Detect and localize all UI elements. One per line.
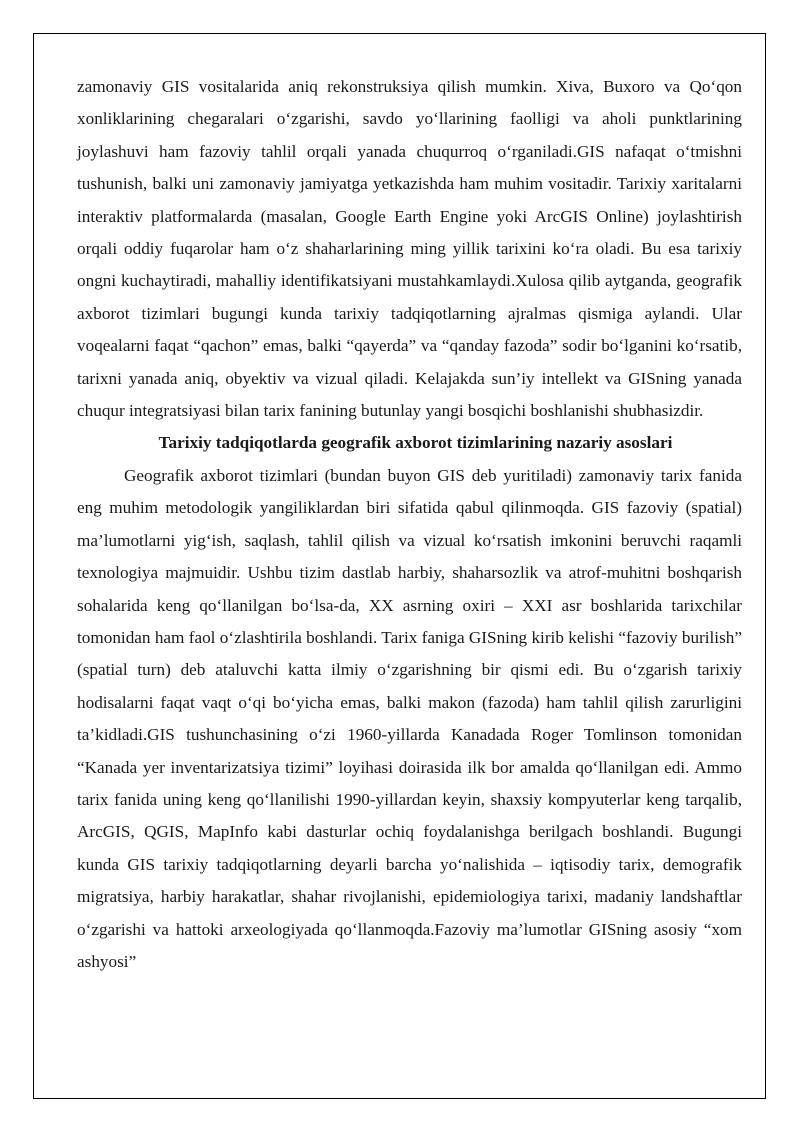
- document-body: [77, 71, 742, 978]
- paragraph-theory: Geografik axborot tizimlari (bundan buyon GIS deb yuritiladi) zamonaviy tarix fanida eng muhim metodologik yangiliklardan biri sifatida qabul qilinmoqda. GIS fazoviy (spatial) ma’lumotlarni yig‘ish, saqlash, tahlil qilish va vizual ko‘rsatish imkonini beruvchi raqamli texnologiya majmuidir. Ushbu tizim dastlab harbiy, shaharsozlik va atrof-muhitni boshqarish sohalarida keng qo‘llanilgan bo‘lsa-da, XX asrning oxiri – XXI asr boshlarida tarixchilar tomonidan ham faol o‘zlashtirila boshlandi. Tarix faniga GISning kirib kelishi “fazoviy burilish” (spatial turn) deb ataluvchi katta ilmiy o‘zgarishning bir qismi edi. Bu o‘zgarish tarixiy hodisalarni faqat vaqt o‘qi bo‘yicha emas, balki makon (fazoda) ham tahlil qilish zarurligini ta’kidladi.GIS tushunchasining o‘zi 1960-yillarda Kanadada Roger Tomlinson tomonidan “Kanada yer inventarizatsiya tizimi” loyihasi doirasida ilk bor amalda qo‘llanilgan edi. Ammo tarix fanida uning keng qo‘llanilishi 1990-yillardan keyin, shaxsiy kompyuterlar keng tarqalib, ArcGIS, QGIS, MapInfo kabi dasturlar ochiq foydalanishga berilgach boshlandi. Bugungi kunda GIS tarixiy tadqiqotlarning deyarli barcha yo‘nalishida – iqtisodiy tarix, demografik migratsiya, harbiy harakatlar, shahar rivojlanishi, epidemiologiya tarixi, madaniy landshaftlar o‘zgarishi va hattoki arxeologiyada qo‘llanmoqda.Fazoviy ma’lumotlar GISning asosiy “xom ashyosi”: [77, 465, 742, 971]
- paragraph-intro: zamonaviy GIS vositalarida aniq rekonstruksiya qilish mumkin. Xiva, Buxoro va Qo‘qon xonliklarining chegaralari o‘zgarishi, savdo yo‘llarining faolligi va aholi punktlarining joylashuvi ham fazoviy tahlil orqali yanada chuqurroq o‘rganiladi.GIS nafaqat o‘tmishni tushunish, balki uni zamonaviy jamiyatga yetkazishda ham muhim vositadir. Tarixiy xaritalarni interaktiv platformalarda (masalan, Google Earth Engine yoki ArcGIS Online) joylashtirish orqali oddiy fuqarolar ham o‘z shaharlarining ming yillik tarixini ko‘ra oladi. Bu esa tarixiy ongni kuchaytiradi, mahalliy identifikatsiyani mustahkamlaydi.Xulosa qilib aytganda, geografik axborot tizimlari bugungi kunda tarixiy tadqiqotlarning ajralmas qismiga aylandi. Ular voqealarni faqat “qachon” emas, balki “qayerda” va “qanday fazoda” sodir bo‘lganini ko‘rsatib, tarixni yanada aniq, obyektiv va vizual qiladi. Kelajakda sun’iy intellekt va GISning yanada chuqur integratsiyasi bilan tarix fanining butunlay yangi bosqichi boshlanishi shubhasizdir.: [77, 77, 742, 421]
- section-heading: Tarixiy tadqiqotlarda geografik axborot tizimlarining nazariy asoslari: [158, 433, 673, 453]
